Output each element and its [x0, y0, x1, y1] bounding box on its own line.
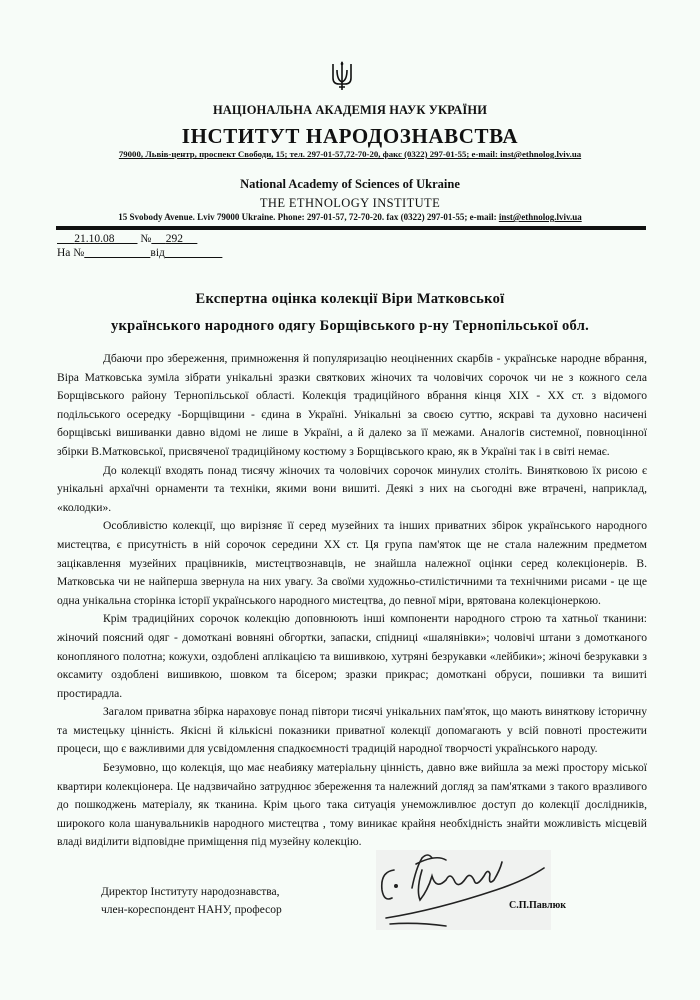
handwritten-signature-icon — [376, 850, 551, 930]
trident-icon — [330, 60, 354, 92]
paragraph: До колекції входять понад тисячу жіночих та чоловічих сорочок минулих століть. Винятковою їх рисою є унікальні архаїчні орнаменти та техніки, якими вони вишиті. Деякі з них на сьогодні вже втрачені, наприклад, «колодки». — [57, 463, 647, 514]
academy-name-en: National Academy of Sciences of Ukraine — [240, 177, 460, 191]
email-link[interactable]: inst@ethnolog.lviv.ua — [498, 212, 582, 222]
ref-label: На № — [57, 247, 85, 259]
document-date: 21.10.08 — [74, 233, 115, 245]
paragraph: Дбаючи про збереження, примноження й популяризацію неоціненних скарбів - українське народне вбрання, Віра Матковська зуміла зібрати унікальні зразки святкових жіночих та чоловічих сорочок чи не з кожного села Борщівського району Тернопільської області. Колекція традиційного вбрання кінця XIX - XX ст. з відомого подільського осередку -Борщівщини - єдина в Україні. Унікальні за своєю суттю, яскраві та духовно насичені борщівські вишиванки давно відомі не лише в Україні, а й далеко за її межами. Аналогів системної, повноцінної збірки В.Матковської, присвяченої традиційному костюму з Борщівського краю, як в Україні так і в світі немає. — [57, 352, 647, 458]
letterhead-divider — [56, 226, 646, 230]
institute-name-en: THE ETHNOLOGY INSTITUTE — [259, 196, 441, 210]
from-label: від — [150, 247, 165, 259]
address-ua: 79000, Львів-центр, проспект Свободи, 15; тел. 297-01-57,72-70-20, факс (0322) 297-01-55; e-mail: inst@ethnolog.lviv.ua — [118, 149, 582, 159]
outgoing-registration — [57, 233, 197, 245]
document-number: 292 — [165, 233, 183, 245]
signatory-position — [101, 883, 282, 919]
document-body — [57, 350, 647, 852]
academy-name-ua: НАЦІОНАЛЬНА АКАДЕМІЯ НАУК УКРАЇНИ — [212, 103, 488, 117]
incoming-reference — [57, 247, 222, 259]
paragraph: Особливістю колекції, що вирізняє її серед музейних та інших приватних збірок українського народного мистецтва, є присутність в ній сорочок середини XX ст. Ця група пам'яток ще не стала належним предметом зацікавлення музейних працівників, мистецтвознавців, не знайшла належної оцінки серед колекціонерів. В. Матковська чи не найперша звернула на них увагу. За своїми художньо-стилістичними та технічними рисами - це ще одна унікальна сторінка історії українського народного мистецтва, до певної міри, врятована колекціонеркою. — [57, 519, 647, 607]
position-line-1: Директор Інституту народознавства, — [101, 886, 280, 898]
position-line-2: член-кореспондент НАНУ, професор — [101, 904, 282, 916]
institute-name-ua: ІНСТИТУТ НАРОДОЗНАВСТВА — [181, 124, 519, 148]
document-title: Експертна оцінка колекції Віри Матковської — [195, 291, 505, 307]
paragraph: Крім традиційних сорочок колекцію доповнюють інші компоненти народного строю та хатньої тканини: жіночий поясний одяг - домоткані вовняні обгортки, запаски, спідниці «шалянівки»; чоловічі штани з домотканого конопляного полотна; кожухи, оздоблені аплікацією та вишивкою, хутряні безрукавки «лейбики»; жіночі безрукавки з оксамиту оздоблені вишивкою, шовком та бісером; зразки прикрас; домоткані обруси, пошивки та вишиті простирадла. — [57, 612, 647, 700]
signatory-name: С.П.Павлюк — [509, 900, 567, 911]
address-en — [0, 212, 700, 222]
document-subtitle: українського народного одягу Борщівського р-ну Тернопільської обл. — [110, 318, 590, 334]
paragraph: Безумовно, що колекція, що має неабияку матеріальну цінність, давно вже вийшла за межі простору міської квартири колекціонера. Це надзвичайно затруднює збереження та належний догляд за пам'ятками з такого вразливого до пошкоджень матеріалу, як тканина. Крім цього така ситуація унеможливлює доступ до колекції дослідників, широкого кола шанувальників народного мистецтва , тому виникає крайня необхідність знайти можливість місцевій владі виділити відповідне приміщення під музейну колекцію. — [57, 761, 647, 849]
number-label: № — [140, 233, 152, 245]
paragraph: Загалом приватна збірка нараховує понад півтори тисячі унікальних пам'яток, що мають виняткову історичну та мистецьку цінність. Якісні й кількісні показники приватної колекції допомагають у всій повноті простежити процеси, що є важливими для усвідомлення спадкоємності традицій народної творчості українського народу. — [57, 705, 647, 756]
address-en-text: 15 Svobody Avenue. Lviv 79000 Ukraine. Phone: 297-01-57, 72-70-20. fax (0322) 297-01-55; e-mail: — [118, 212, 499, 222]
